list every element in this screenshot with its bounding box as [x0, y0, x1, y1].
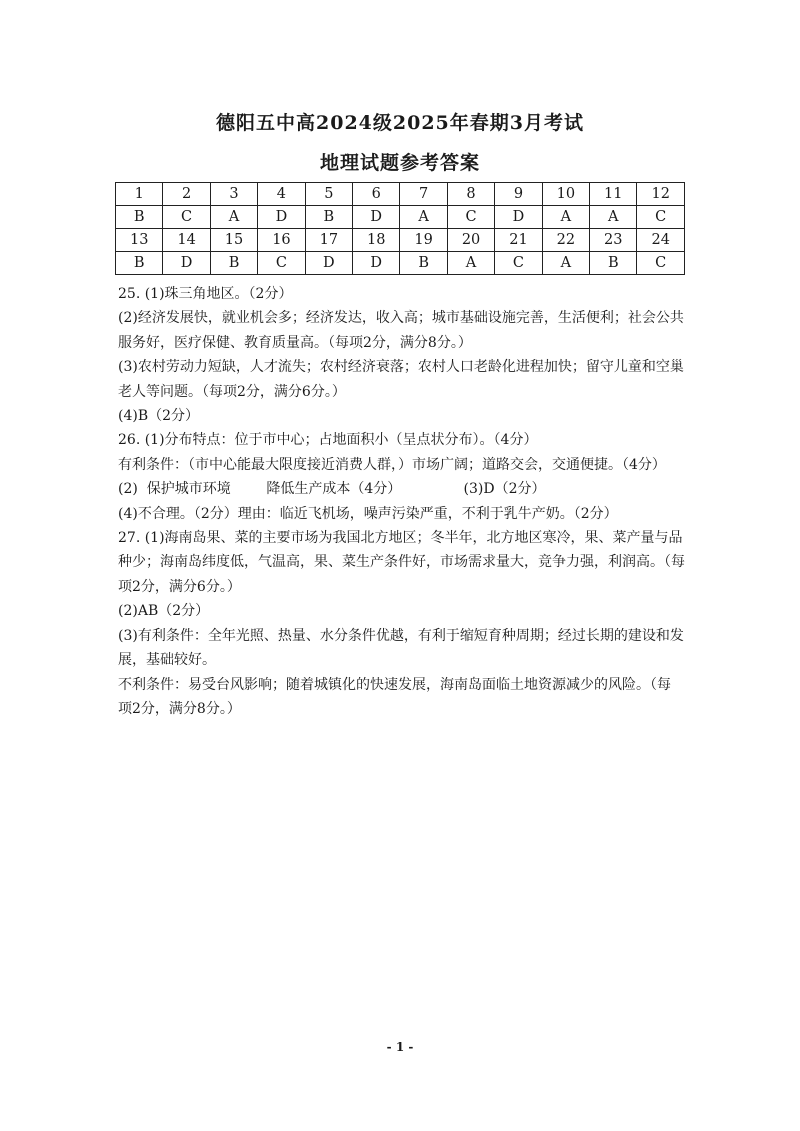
- answer-line: 项2分，满分6分。）: [118, 578, 241, 595]
- question-number-cell: 18: [353, 229, 400, 252]
- answer-cell: B: [116, 206, 163, 229]
- answer-line: 27. (1)海南岛果、菜的主要市场为我国北方地区；冬半年，北方地区寒冷，果、菜产量与品: [118, 530, 683, 547]
- answer-line: (2)AB（2分）: [118, 603, 210, 620]
- question-number-cell: 11: [590, 183, 637, 206]
- question-number-cell: 24: [637, 229, 685, 252]
- question-number-cell: 19: [400, 229, 447, 252]
- question-number-cell: 8: [447, 183, 494, 206]
- answer-cell: A: [542, 206, 589, 229]
- answer-cell: A: [400, 206, 447, 229]
- answer-key-row: [116, 206, 685, 229]
- answer-cell: A: [542, 252, 589, 275]
- answer-line: (2)经济发展快，就业机会多；经济发达，收入高；城市基础设施完善，生活便利；社会公共: [118, 310, 684, 327]
- page-number: - 1 -: [386, 1040, 414, 1054]
- question-number-cell: 21: [495, 229, 542, 252]
- answer-cell: D: [353, 206, 400, 229]
- answer-line: 有利条件：（市中心能最大限度接近消费人群，）市场广阔；道路交会，交通便捷。（4分）: [118, 456, 666, 473]
- answer-explanations: [118, 282, 690, 721]
- answer-cell: C: [637, 206, 685, 229]
- answer-cell: C: [258, 252, 305, 275]
- answer-cell: D: [163, 252, 210, 275]
- answer-cell: C: [495, 252, 542, 275]
- answer-cell: B: [116, 252, 163, 275]
- question-number-cell: 10: [542, 183, 589, 206]
- answer-line: 服务好，医疗保健、教育质量高。（每项2分，满分8分。）: [118, 334, 472, 351]
- question-number-cell: 14: [163, 229, 210, 252]
- question-number-cell: 12: [637, 183, 685, 206]
- question-number-row: [116, 229, 685, 252]
- question-number-cell: 13: [116, 229, 163, 252]
- answer-cell: D: [495, 206, 542, 229]
- answer-line: 种少；海南岛纬度低，气温高，果、菜生产条件好，市场需求量大，竞争力强，利润高。（每: [118, 554, 685, 571]
- page-subtitle: 地理试题参考答案: [319, 152, 480, 174]
- answer-cell: A: [447, 252, 494, 275]
- question-number-cell: 9: [495, 183, 542, 206]
- answer-line: 老人等问题。（每项2分，满分6分。）: [118, 383, 346, 400]
- page-title: 德阳五中高2024级2025年春期3月考试: [216, 112, 584, 134]
- question-number-cell: 23: [590, 229, 637, 252]
- question-number-cell: 20: [447, 229, 494, 252]
- answer-cell: A: [590, 206, 637, 229]
- question-number-cell: 2: [163, 183, 210, 206]
- answer-cell: C: [163, 206, 210, 229]
- answer-cell: A: [210, 206, 257, 229]
- question-number-cell: 17: [305, 229, 352, 252]
- question-number-cell: 7: [400, 183, 447, 206]
- answer-cell: D: [305, 252, 352, 275]
- question-number-cell: 3: [210, 183, 257, 206]
- answer-line: (2) 保护城市环境 降低生产成本（4分） (3)D（2分）: [118, 481, 546, 498]
- answer-line: 项2分，满分8分。）: [118, 700, 241, 717]
- answer-line: 25. (1)珠三角地区。（2分）: [118, 286, 293, 302]
- answer-cell: B: [210, 252, 257, 275]
- answer-table: [115, 182, 685, 275]
- answer-cell: D: [353, 252, 400, 275]
- answer-cell: B: [305, 206, 352, 229]
- question-number-cell: 16: [258, 229, 305, 252]
- answer-line: 展，基础较好。: [118, 652, 216, 669]
- answer-cell: C: [447, 206, 494, 229]
- question-number-row: [116, 183, 685, 206]
- question-number-cell: 22: [542, 229, 589, 252]
- answer-cell: B: [400, 252, 447, 275]
- answer-key-row: [116, 252, 685, 275]
- answer-cell: D: [258, 206, 305, 229]
- question-number-cell: 1: [116, 183, 163, 206]
- question-number-cell: 6: [353, 183, 400, 206]
- answer-cell: C: [637, 252, 685, 275]
- answer-line: 不利条件：易受台风影响；随着城镇化的快速发展，海南岛面临土地资源减少的风险。（每: [118, 676, 671, 693]
- answer-line: (3)有利条件：全年光照、热量、水分条件优越，有利于缩短育种周期；经过长期的建设和发: [118, 627, 684, 644]
- answer-line: (4)B（2分）: [118, 408, 200, 425]
- question-number-cell: 4: [258, 183, 305, 206]
- question-number-cell: 5: [305, 183, 352, 206]
- answer-line: (4)不合理。（2分）理由：临近飞机场，噪声污染严重，不利于乳牛产奶。（2分）: [118, 505, 618, 522]
- question-number-cell: 15: [210, 229, 257, 252]
- answer-cell: B: [590, 252, 637, 275]
- answer-line: 26. (1)分布特点：位于市中心；占地面积小（呈点状分布）。（4分）: [118, 432, 538, 449]
- answer-line: (3)农村劳动力短缺，人才流失；农村经济衰落；农村人口老龄化进程加快；留守儿童和空巢: [118, 359, 684, 376]
